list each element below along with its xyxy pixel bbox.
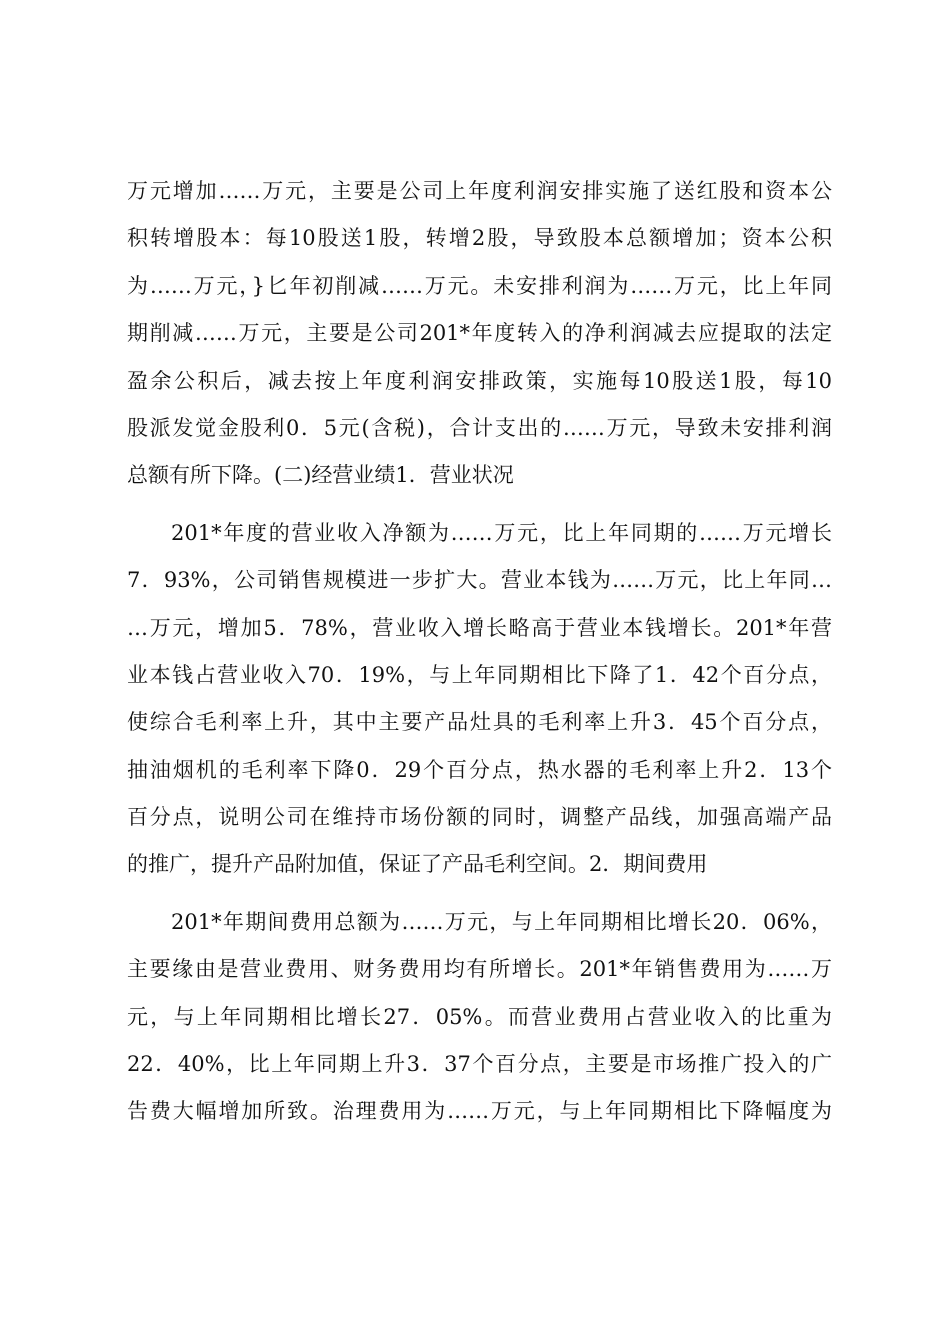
text-line: 积转增股本：每10股送1股，转增2股，导致股本总额增加；资本公积 bbox=[127, 226, 832, 251]
body-text bbox=[127, 168, 832, 1136]
text-line: 万元增加……万元，主要是公司上年度利润安排实施了送红股和资本公 bbox=[127, 179, 832, 203]
text-line: 盈余公积后，减去按上年度利润安排政策，实施每10股送1股，每10 bbox=[127, 368, 832, 393]
text-line: 为……万元，}匕年初削减……万元。未安排利润为……万元，比上年同 bbox=[127, 273, 832, 298]
text-line: 201*年度的营业收入净额为……万元，比上年同期的……万元增长 bbox=[171, 520, 832, 545]
text-line: 201*年期间费用总额为……万元，与上年同期相比增长20．06%， bbox=[171, 909, 832, 934]
text-line: 告费大幅增加所致。治理费用为……万元，与上年同期相比下降幅度为 bbox=[127, 1099, 832, 1124]
text-line: 主要缘由是营业费用、财务费用均有所增长。201*年销售费用为……万 bbox=[127, 957, 832, 982]
text-line: 业本钱占营业收入70．19%，与上年同期相比下降了1．42个百分点， bbox=[127, 662, 832, 687]
paragraph-equity-changes bbox=[127, 168, 832, 500]
text-line: 元，与上年同期相比增长27．05%。而营业费用占营业收入的比重为 bbox=[127, 1004, 832, 1029]
text-line: 7．93%，公司销售规模进一步扩大。营业本钱为……万元，比上年同… bbox=[127, 568, 832, 593]
text-line: 股派发觉金股利0．5元(含税)，合计支出的……万元，导致未安排利润 bbox=[127, 415, 832, 440]
paragraph-operating-status bbox=[127, 510, 832, 889]
text-line: 抽油烟机的毛利率下降0．29个百分点，热水器的毛利率上升2．13个 bbox=[127, 757, 832, 782]
text-line: 百分点，说明公司在维持市场份额的同时，调整产品线，加强高端产品 bbox=[127, 805, 832, 830]
text-line: 22．40%，比上年同期上升3．37个百分点，主要是市场推广投入的广 bbox=[127, 1052, 832, 1077]
text-line: 总额有所下降。(二)经营业绩1．营业状况 bbox=[127, 463, 514, 488]
text-line: 期削减……万元，主要是公司201*年度转入的净利润减去应提取的法定 bbox=[127, 321, 832, 346]
text-line: …万元，增加5．78%，营业收入增长略高于营业本钱增长。201*年营 bbox=[127, 615, 832, 640]
text-line: 使综合毛利率上升，其中主要产品灶具的毛利率上升3．45个百分点， bbox=[127, 710, 832, 735]
paragraph-period-expenses bbox=[127, 899, 832, 1136]
text-line: 的推广，提升产品附加值，保证了产品毛利空间。2．期间费用 bbox=[127, 852, 708, 877]
